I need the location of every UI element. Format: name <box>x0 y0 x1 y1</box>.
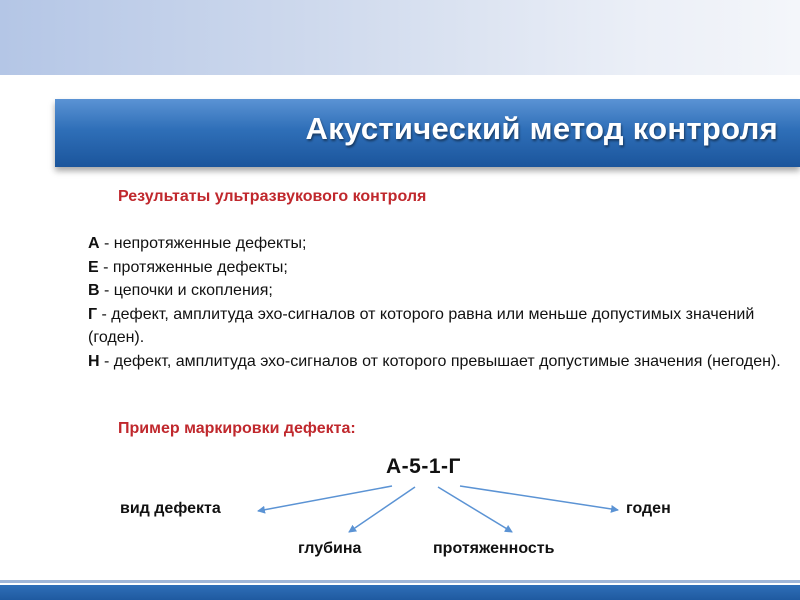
title-banner <box>55 99 800 167</box>
arrow-to-length <box>438 487 512 532</box>
example-heading: Пример маркировки дефекта: <box>118 420 356 437</box>
defect-letter: А <box>88 235 100 252</box>
defect-description: - непротяженные дефекты; <box>99 235 307 252</box>
arrow-to-defect-type <box>258 486 392 511</box>
defect-item-e <box>88 256 788 280</box>
arrow-to-depth <box>349 487 415 532</box>
defect-description: - цепочки и скопления; <box>99 282 273 299</box>
defect-item-v <box>88 279 788 303</box>
footer-divider <box>0 580 800 583</box>
label-defect-type: вид дефекта <box>120 500 221 517</box>
defect-item-n <box>88 350 788 374</box>
header-gradient-band <box>0 0 800 75</box>
defect-letter: Н <box>88 352 100 370</box>
arrow-to-status <box>460 486 618 510</box>
slide-title: Акустический метод контроля <box>305 111 778 146</box>
defect-letter: В <box>88 282 100 299</box>
defect-item-a <box>88 232 788 256</box>
defect-description: - дефект, амплитуда эхо-сигналов от которого равна или меньше допустимых значений (годен). <box>88 305 755 346</box>
defect-description: - протяженные дефекты; <box>98 258 288 276</box>
defect-letter: Е <box>88 258 99 276</box>
example-code: А-5-1-Г <box>386 455 461 478</box>
footer-bar <box>0 585 800 600</box>
defect-legend-list <box>88 232 788 373</box>
label-depth: глубина <box>298 540 362 557</box>
label-length: протяженность <box>433 540 555 557</box>
slide-subtitle: Результаты ультразвукового контроля <box>118 188 427 205</box>
defect-description: - дефект, амплитуда эхо-сигналов от которого превышает допустимые значения (негоден). <box>99 352 781 370</box>
defect-letter: Г <box>88 305 98 323</box>
label-status: годен <box>626 500 671 517</box>
defect-item-g <box>88 303 788 350</box>
